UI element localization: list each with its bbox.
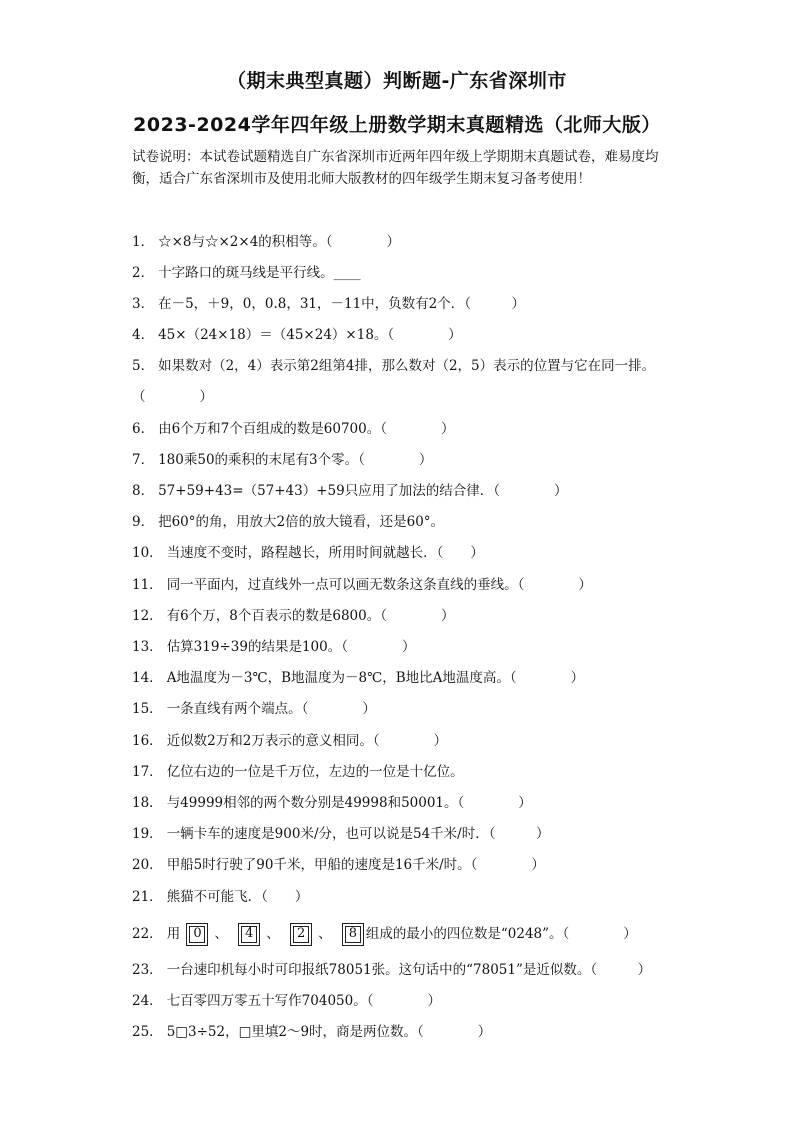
question-10: 10． 当速度不变时，路程越长，所用时间就越长．（ ） xyxy=(132,545,484,561)
question-13: 13． 估算319÷39的结果是100。（ ） xyxy=(132,639,416,655)
question-9: 9． 把60°的角，用放大2倍的放大镜看，还是60°。 xyxy=(132,514,445,530)
question-16: 16． 近似数2万和2万表示的意义相同。（ ） xyxy=(132,733,448,749)
question-17: 17． 亿位右边的一位是千万位，左边的一位是十亿位。 xyxy=(132,764,464,780)
question-21: 21． 熊猫不可能飞．（ ） xyxy=(132,889,309,905)
separator: 、 xyxy=(318,926,332,942)
question-19: 19． 一辆卡车的速度是900米/分，也可以说是54千米/时．（ ） xyxy=(132,826,550,842)
question-1: 1． ☆×8与☆×2×4的积相等。（ ） xyxy=(132,234,401,250)
page-title-line1: （期末典型真题）判断题-广东省深圳市 xyxy=(227,70,567,92)
question-3: 3． 在－5，＋9，0，0.8，31，－11中，负数有2个．（ ） xyxy=(132,296,526,312)
question-12: 12． 有6个万，8个百表示的数是6800。（ ） xyxy=(132,608,455,624)
digit-card-2: 2 xyxy=(290,923,312,946)
question-4: 4． 45×（24×18）＝（45×24）×18。（ ） xyxy=(132,327,462,343)
question-15: 15． 一条直线有两个端点。（ ） xyxy=(132,701,376,717)
question-25: 25． 5□3÷52，□里填2～9时，商是两位数。（ ） xyxy=(132,1024,492,1040)
question-18: 18． 与49999相邻的两个数分别是49998和50001。（ ） xyxy=(132,795,532,811)
question-5: 5． 如果数对（2，4）表示第2组第4排，那么数对（2，5）表示的位置与它在同一排。 xyxy=(132,358,656,374)
question-6: 6． 由6个万和7个百组成的数是60700。（ ） xyxy=(132,421,455,437)
paper-description: 试卷说明：本试卷试题精选自广东省深圳市近两年四年级上学期期末真题试卷，难易度均衡，适合广东省深圳市及使用北师大版教材的四年级学生期末复习备考使用！ xyxy=(132,149,659,187)
question-23: 23． 一台速印机每小时可印报纸78051张。这句话中的“78051”是近似数。（ ） xyxy=(132,962,652,978)
question-11: 11． 同一平面内，过直线外一点可以画无数条这条直线的垂线。（ ） xyxy=(132,577,592,593)
digit-card-0: 0 xyxy=(186,923,208,946)
question-5-blank: （ ） xyxy=(132,389,213,405)
digit-card-8: 8 xyxy=(342,923,364,946)
separator: 、 xyxy=(214,926,228,942)
separator: 、 xyxy=(266,926,280,942)
question-14: 14． A地温度为－3℃，B地温度为－8℃，B地比A地温度高。（ ） xyxy=(132,670,585,686)
question-7: 7． 180乘50的乘积的末尾有3个零。（ ） xyxy=(132,452,433,468)
question-22: 22． 用 0 、 4 、 2 、 8 组成的最小的四位数是“0248”。（ ） xyxy=(132,921,637,947)
question-20: 20． 甲船5时行驶了90千米，甲船的速度是16千米/时。（ ） xyxy=(132,857,545,873)
question-24: 24． 七百零四万零五十写作704050。（ ） xyxy=(132,993,441,1009)
digit-card-4: 4 xyxy=(238,923,260,946)
page-title-line2: 2023-2024学年四年级上册数学期末真题精选（北师大版） xyxy=(133,114,661,136)
question-8: 8． 57+59+43=（57+43）+59只应用了加法的结合律．（ ） xyxy=(132,483,568,499)
question-2: 2． 十字路口的斑马线是平行线。____ xyxy=(132,265,361,281)
